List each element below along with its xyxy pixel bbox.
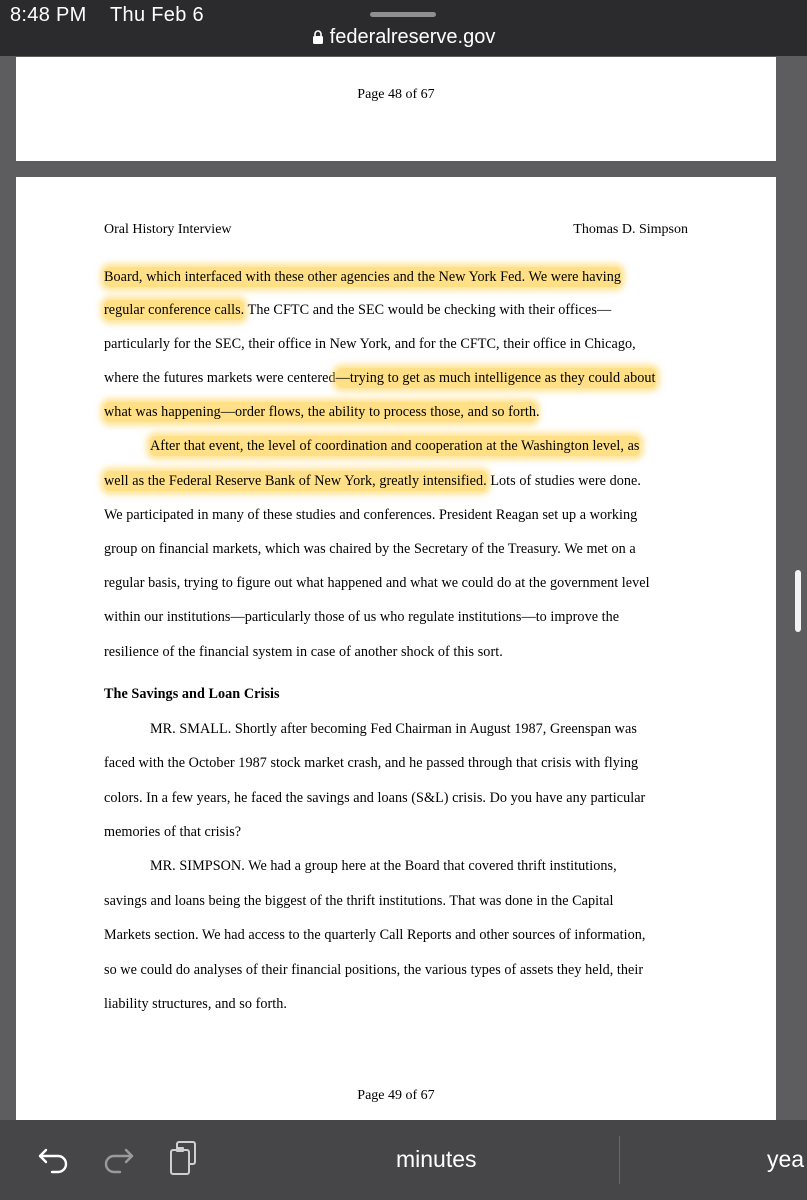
running-header-title: Oral History Interview [104,222,232,237]
highlighted-text: regular conference calls. [104,302,245,318]
running-header-author: Thomas D. Simpson [573,222,688,237]
previous-page [16,57,776,161]
autocorrect-suggestion-minutes[interactable]: minutes [396,1146,477,1172]
text-line [104,644,503,661]
text-line [104,404,540,421]
text-line [104,507,637,524]
text-segment: group on financial markets, which was chaired by the Secretary of the Treasury. We met on a [104,541,636,557]
section-heading [104,686,280,703]
text-segment: regular basis, trying to figure out what happened and what we could do at the government level [104,575,650,591]
text-line [104,336,636,353]
text-line [104,790,645,807]
text-segment: particularly for the SEC, their office in New York, and for the CFTC, their office in Chicago, [104,336,636,352]
text-segment: Lots of studies were done. [486,473,641,489]
text-line [104,996,287,1013]
highlighted-text: well as the Federal Reserve Bank of New York, greatly intensified. [104,473,487,489]
status-time: 8:48 PM [10,4,87,26]
document-page [16,177,776,1137]
text-line [150,438,640,455]
text-segment: so we could do analyses of their financial positions, the various types of assets they held, their [104,962,644,978]
status-time-date [10,4,204,27]
undo-icon[interactable] [34,1138,74,1178]
text-segment: memories of that crisis? [104,824,242,840]
multitasking-grabber[interactable] [370,12,436,17]
text-segment: . [536,404,540,420]
address-bar[interactable] [0,26,807,49]
text-line [150,858,617,875]
text-line [104,473,641,490]
text-line [104,541,636,558]
text-line [104,269,621,286]
text-line [104,370,656,387]
autocorrect-suggestion-yea[interactable]: yea [767,1146,805,1172]
highlighted-text: what was happening—order flows, the ability to process those, and so forth [104,404,536,420]
text-line [104,302,611,319]
text-segment: The Savings and Loan Crisis [104,686,280,702]
scrollbar-thumb[interactable] [795,570,801,632]
text-segment: Markets section. We had access to the quarterly Call Reports and other sources of information, [104,927,646,943]
status-bar [0,0,807,56]
status-date: Thu Feb 6 [110,4,204,26]
previous-page-number: Page 48 of 67 [357,87,435,102]
text-line [104,893,614,910]
text-segment: We participated in many of these studies and conferences. President Reagan set up a working [104,507,638,523]
text-segment: MR. SIMPSON. We had a group here at the Board that covered thrift institutions, [150,858,617,874]
highlighted-text: Board, which interfaced with these other agencies and the New York Fed. We were having [104,269,622,285]
lock-icon [312,30,324,44]
text-segment: MR. SMALL. Shortly after becoming Fed Chairman in August 1987, Greenspan was [150,721,637,737]
text-segment: The CFTC and the SEC would be checking with their offices— [244,302,612,318]
text-line [104,927,645,944]
paste-clipboard-icon[interactable] [163,1138,203,1178]
text-line [104,755,638,772]
keyboard-shortcut-bar [0,1120,807,1200]
text-segment: within our institutions—particularly those of us who regulate institutions—to improve the [104,609,620,625]
url-text: federalreserve.gov [329,26,496,48]
text-segment: faced with the October 1987 stock market crash, and he passed through that crisis with flying [104,755,639,771]
text-line [150,721,637,738]
text-segment: savings and loans being the biggest of the thrift institutions. That was done in the Capital [104,893,614,909]
text-line [104,575,650,592]
text-segment: where the futures markets were centered [104,370,336,386]
text-segment: liability structures, and so forth. [104,996,288,1012]
highlighted-text: After that event, the level of coordination and cooperation at the Washington level, as [150,438,640,454]
highlighted-text: —trying to get as much intelligence as they could about [335,370,656,386]
text-line [104,609,619,626]
text-line [104,962,643,979]
page-number: Page 49 of 67 [357,1088,435,1103]
suggestion-divider [619,1136,620,1184]
redo-icon[interactable] [98,1138,138,1178]
text-segment: resilience of the financial system in case of another shock of this sort. [104,644,503,660]
text-line [104,824,241,841]
text-segment: colors. In a few years, he faced the savings and loans (S&L) crisis. Do you have any particular [104,790,646,806]
